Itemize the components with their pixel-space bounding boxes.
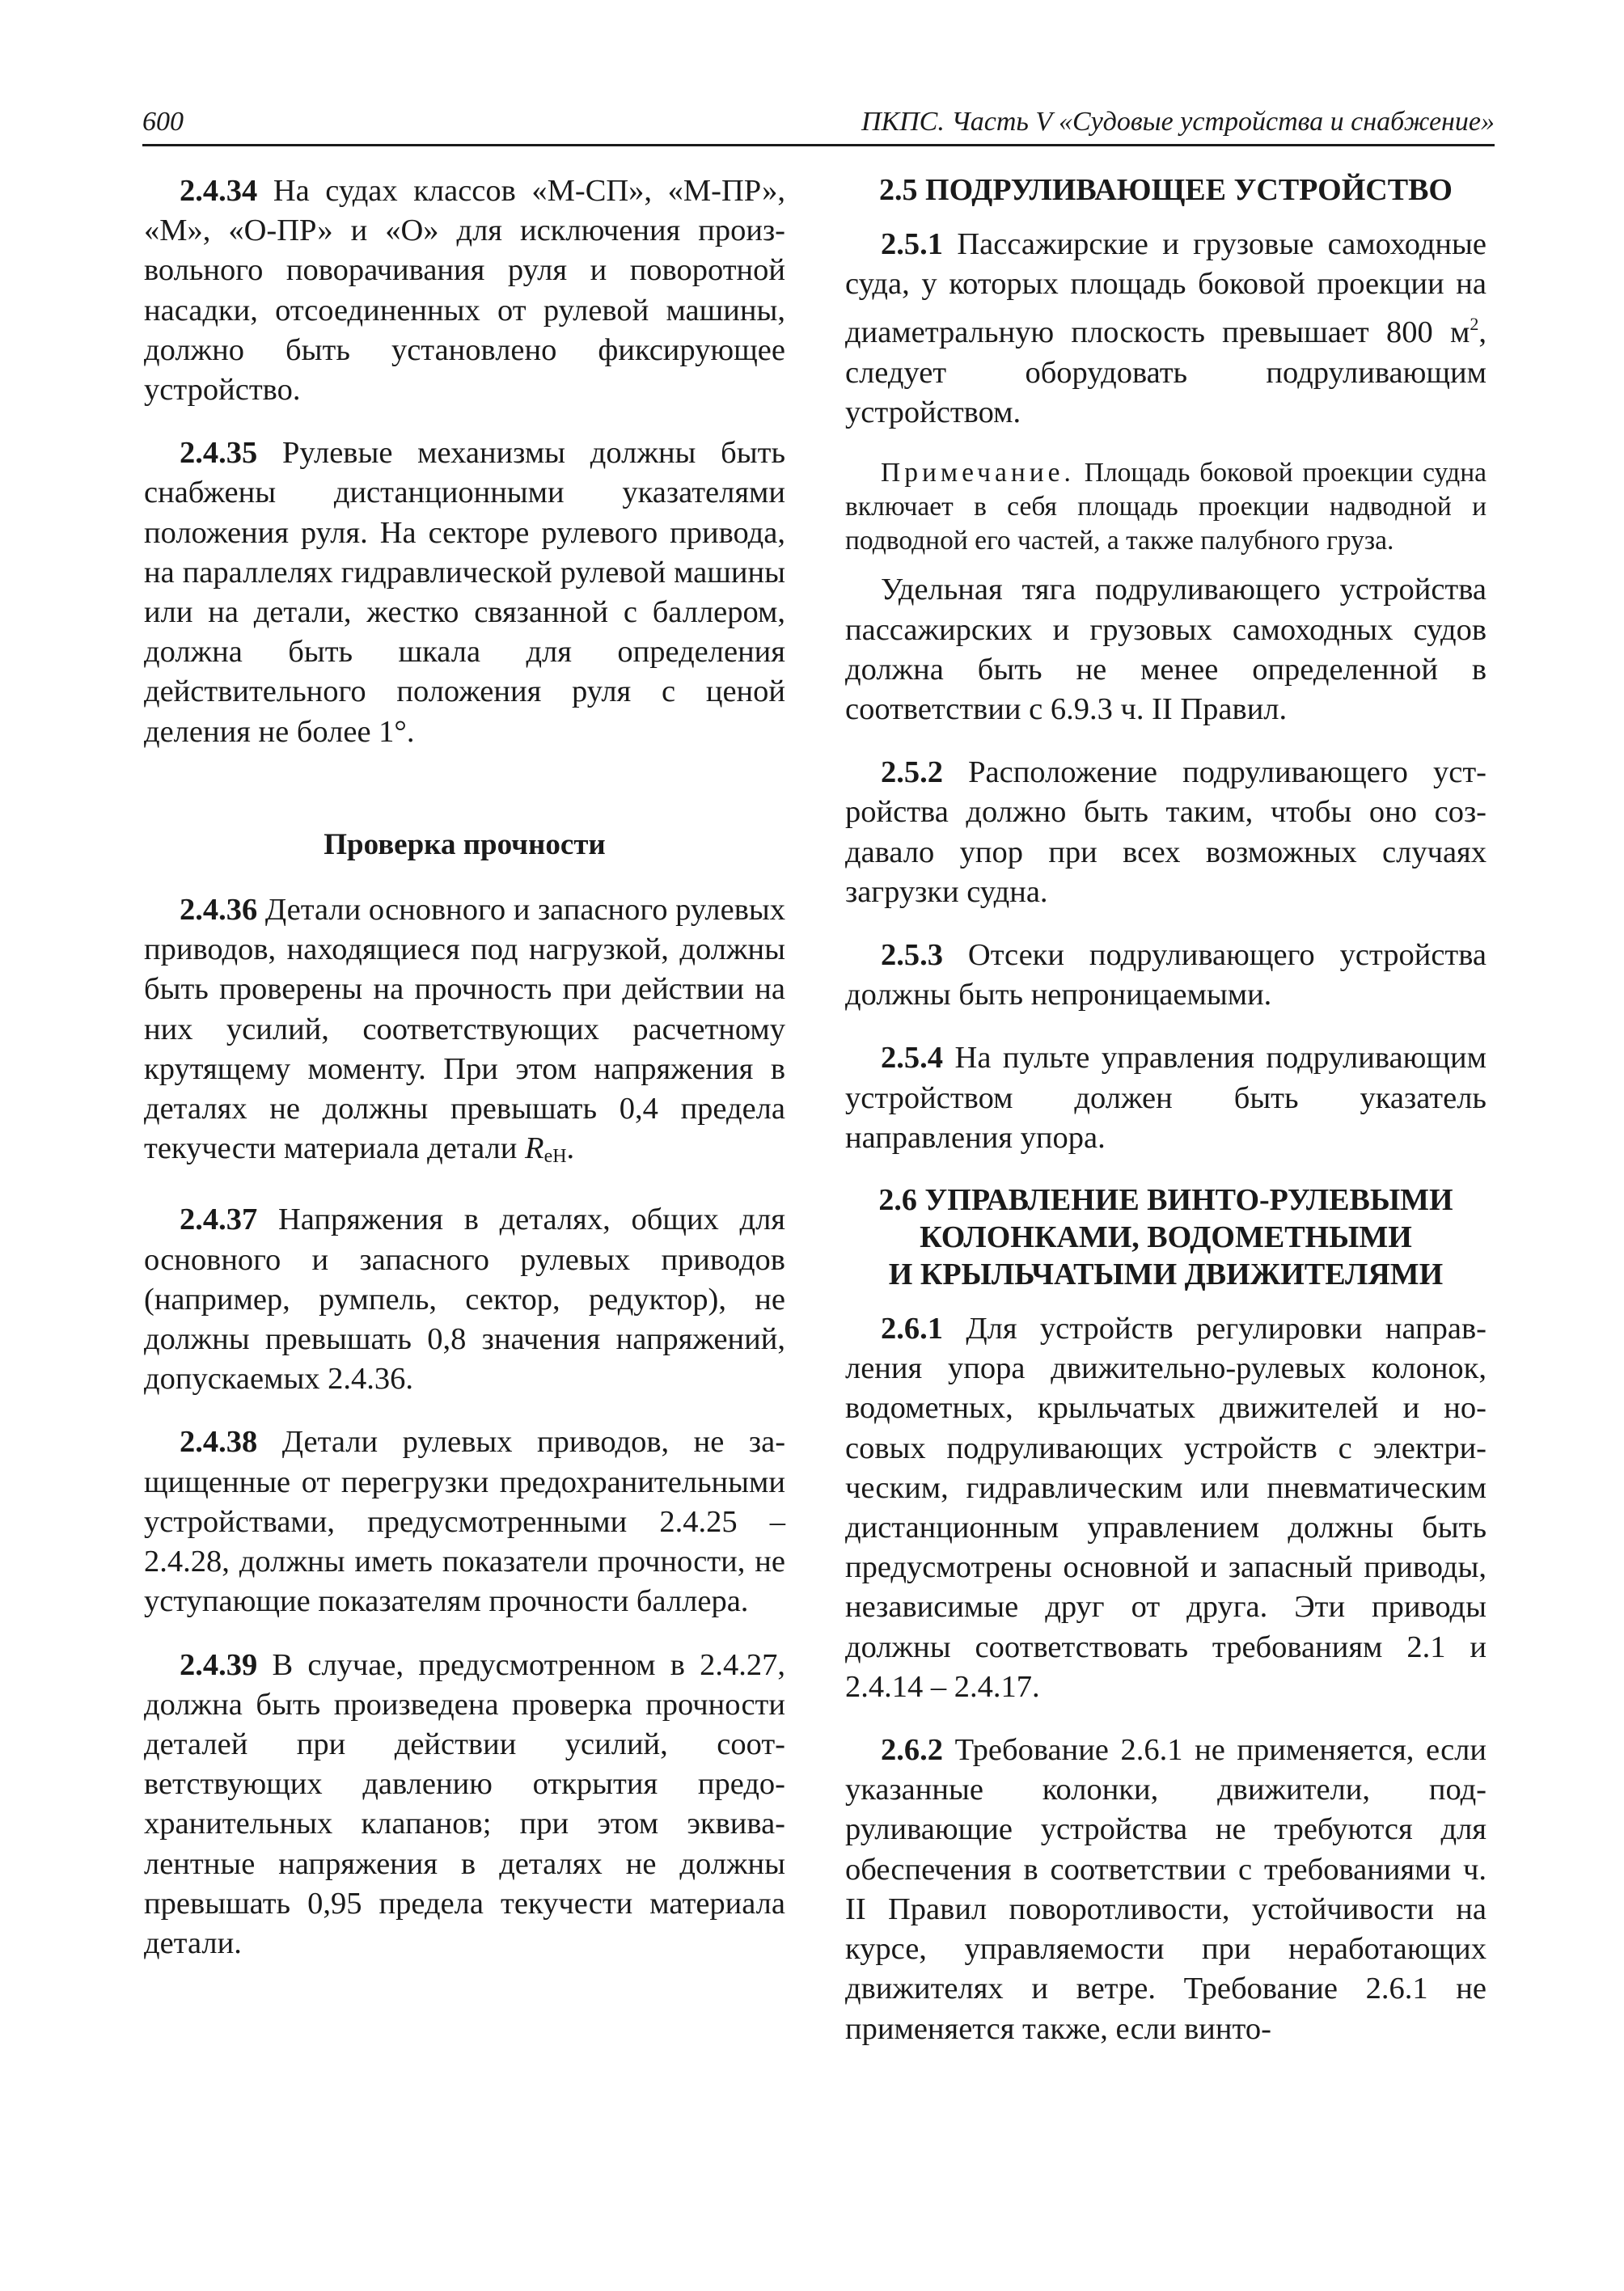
clause-number: 2.5.1 bbox=[881, 227, 943, 261]
paragraph-2-5-1-continued: Удельная тяга подруливающего устройства пассажирских и грузовых самоходных судов должна быть не менее определенной в соответствии с 6.9.3 ч. II Правил. bbox=[845, 573, 1487, 727]
clause-number: 2.4.38 bbox=[180, 1425, 258, 1460]
clause-number: 2.6.2 bbox=[881, 1733, 943, 1768]
clause-text: Расположение подруливающего устройства должно быть таким, чтобы оно создавало упор при всех возможных случаях загрузки судна. bbox=[845, 755, 1487, 909]
clause-number: 2.5.2 bbox=[881, 755, 943, 790]
note-label: Примечание. bbox=[881, 458, 1075, 488]
page-header bbox=[142, 104, 1495, 146]
clause-text: На пульте управления подруливающим устройством должен быть указатель направления упора. bbox=[845, 1041, 1487, 1155]
clause-text: В случае, предусмотренном в 2.4.27, должна быть произведена проверка прочности деталей при действии усилий, соответствующих давлению открытия предохранительных клапанов; при этом эквивалентные напряжения в деталях не должны превышать 0,95 предела текучести материала детали. bbox=[144, 1647, 786, 1960]
section-heading-line: И КРЫЛЬЧАТЫМИ ДВИЖИТЕЛЯМИ bbox=[888, 1258, 1444, 1292]
clause-text: Напряжения в деталях, общих для основного и запасного рулевых приводов (например, румпель, сектор, редуктор), не должны превышать 0,8 значения напряжений, допускаемых 2.4.36. bbox=[144, 1203, 786, 1397]
clause-text: Пассажирские и грузовые самоходные суда, у которых площадь боковой проекции на диаметральную плоскость превышает 800 м bbox=[845, 227, 1487, 350]
clause-text: Детали основного и запасного рулевых приводов, находящиеся под нагрузкой, должны быть проверены на прочность при действии на них усилий, соответствующих расчетному крутящему моменту. При этом напряжения в деталях не должны превышать 0,4 предела текучести материала детали bbox=[144, 893, 786, 1166]
right-column bbox=[845, 171, 1487, 2073]
section-heading-line: 2.6 УПРАВЛЕНИЕ ВИНТО-РУЛЕВЫМИ bbox=[878, 1183, 1453, 1218]
paragraph-2-4-37 bbox=[144, 1200, 785, 1399]
paragraph-2-5-4 bbox=[845, 1038, 1487, 1158]
note bbox=[845, 456, 1487, 557]
section-heading-2-5: 2.5 ПОДРУЛИВАЮЩЕЕ УСТРОЙСТВО bbox=[879, 173, 1453, 207]
paragraph-2-4-34 bbox=[144, 171, 785, 410]
paragraph-2-6-2 bbox=[845, 1731, 1487, 2049]
section-heading-line: КОЛОНКАМИ, ВОДОМЕТНЫМИ bbox=[920, 1220, 1412, 1255]
clause-text: Отсеки подруливающего устройства должны быть непроницаемыми. bbox=[845, 938, 1487, 1012]
symbol-R: R bbox=[525, 1131, 544, 1166]
paragraph-2-4-39 bbox=[144, 1646, 785, 1964]
superscript: 2 bbox=[1470, 314, 1479, 335]
paragraph-2-4-35 bbox=[144, 433, 785, 752]
clause-number: 2.6.1 bbox=[881, 1312, 943, 1346]
note-text: Площадь боковой проекции судна включает в себя площадь проекции надводной и подводной его частей, а также палубного груза. bbox=[845, 458, 1487, 556]
page-number: 600 bbox=[142, 107, 184, 137]
paragraph-2-5-3 bbox=[845, 936, 1487, 1015]
clause-text: Детали рулевых приводов, не защищенные от перегрузки предохранительными устройствами, предусмотренными 2.4.25 – 2.4.28, должны иметь показатели прочности, не уступающие показателям прочности баллера. bbox=[144, 1425, 786, 1619]
clause-text-end: , следует оборудовать подруливающим устройством. bbox=[845, 315, 1487, 429]
subheading-strength-check: Проверка прочности bbox=[324, 827, 606, 861]
clause-number: 2.4.37 bbox=[180, 1203, 258, 1237]
paragraph-2-4-36 bbox=[144, 890, 785, 1177]
clause-text: Требование 2.6.1 не применяется, если указанные колонки, движители, подруливающие устройства не требуются для обеспечения в соответствии с требованиями ч. II Правил поворотливости, устойчивости на курсе, управляемости при неработающих движителях и ветре. Требование 2.6.1 не применяется также, если винто- bbox=[845, 1733, 1487, 2046]
clause-number: 2.4.34 bbox=[180, 174, 258, 208]
clause-number: 2.4.35 bbox=[180, 436, 258, 471]
clause-number: 2.5.3 bbox=[881, 938, 943, 973]
running-title: ПКПС. Часть V «Судовые устройства и снабжение» bbox=[861, 107, 1495, 137]
symbol-subscript: eH bbox=[543, 1146, 567, 1168]
clause-number: 2.4.36 bbox=[180, 893, 258, 928]
clause-text: На судах классов «М-СП», «М-ПР», «М», «О-ПР» и «О» для исключения произвольного поворачивания руля и поворотной насадки, отсоединенных от рулевой машины, должно быть установлено фиксирующее устройство. bbox=[144, 174, 785, 408]
clause-text: Рулевые механизмы должны быть снабжены дистанционными указателями положения руля. На секторе рулевого привода, на параллелях гидравлической рулевой машины или на детали, жестко связанной с баллером, должна быть шкала для определения действительного положения руля с ценой деления не более 1°. bbox=[144, 436, 786, 749]
clause-text: Для устройств регулировки направления упора движительно-рулевых колонок, водометных, крыльчатых движителей и носовых подруливающих устройств с электрическим, гидравлическим или пневматическим дистанционным управлением должны быть предусмотрены основной и запасный приводы, независимые друг от друга. Эти приводы должны соответствовать требованиям 2.1 и 2.4.14 – 2.4.17. bbox=[845, 1312, 1487, 1704]
clause-number: 2.5.4 bbox=[881, 1041, 943, 1076]
paragraph-2-5-1 bbox=[845, 225, 1487, 433]
clause-end: . bbox=[566, 1131, 575, 1166]
paragraph-2-5-2 bbox=[845, 753, 1487, 912]
left-column bbox=[144, 171, 785, 1987]
clause-number: 2.4.39 bbox=[180, 1647, 258, 1682]
paragraph-2-6-1 bbox=[845, 1309, 1487, 1707]
section-heading-2-6 bbox=[845, 1181, 1487, 1293]
paragraph-2-4-38 bbox=[144, 1422, 785, 1621]
